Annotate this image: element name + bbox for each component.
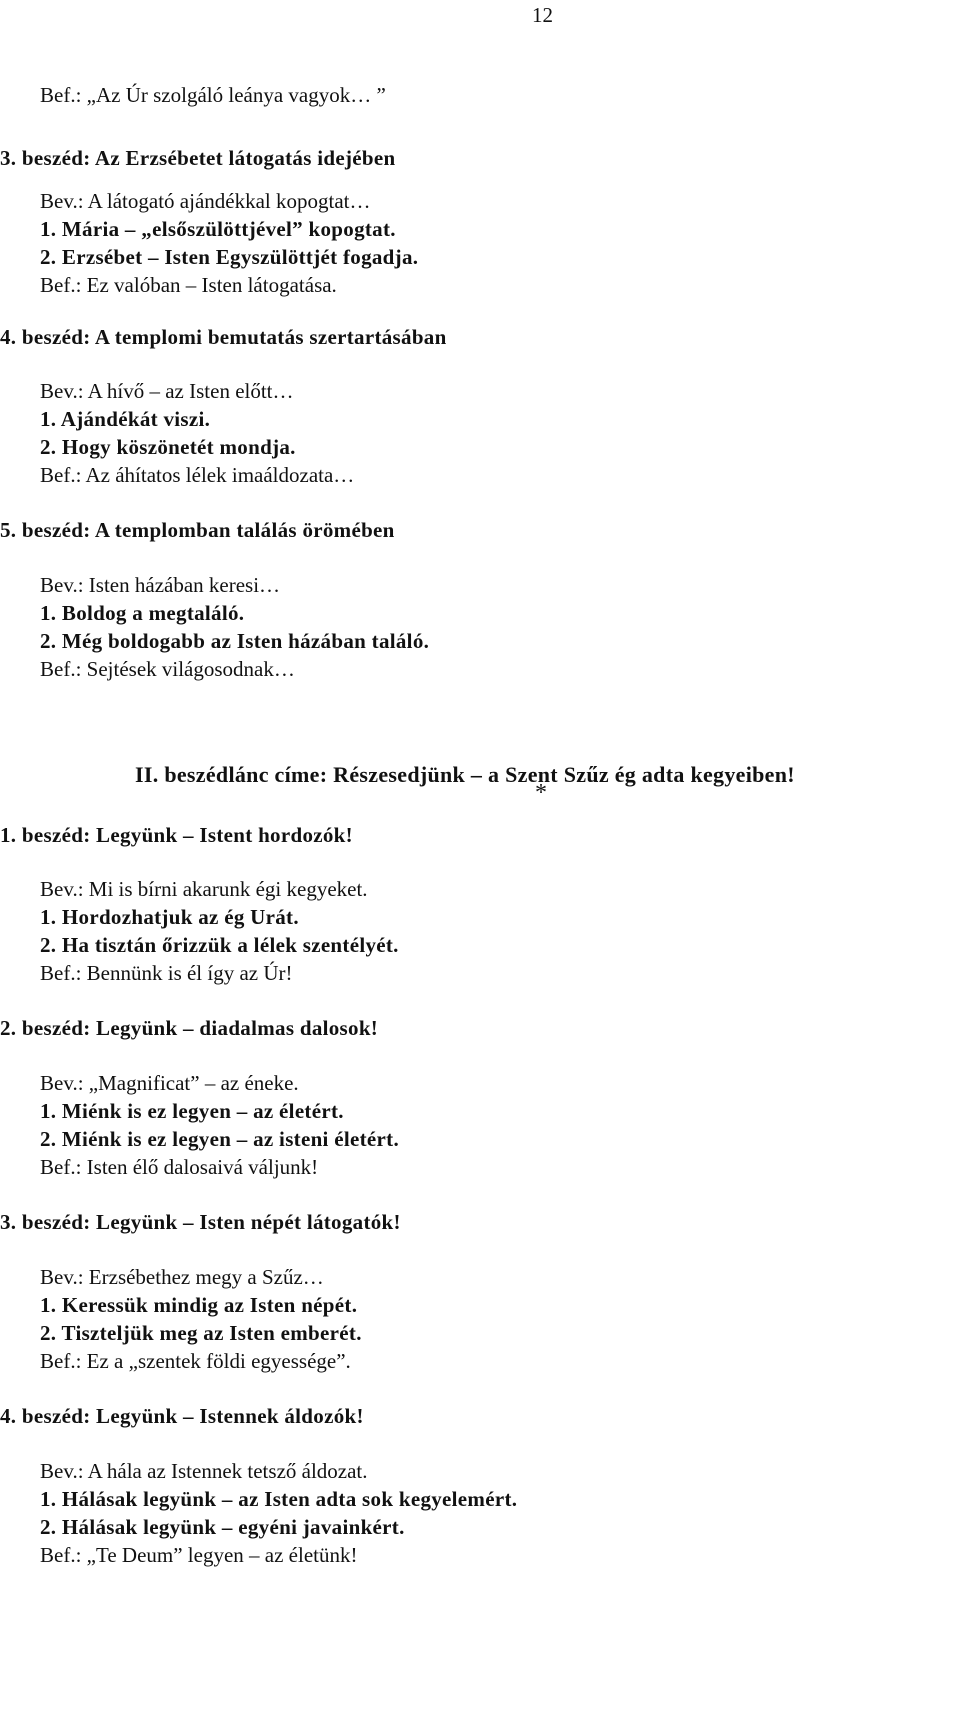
- sermon-3-title: 3. beszéd: Az Erzsébetet látogatás idejében: [0, 146, 396, 170]
- sermon-5-point-1: 1. Boldog a megtaláló.: [40, 601, 245, 625]
- chain-sermon-2-title: 2. beszéd: Legyünk – diadalmas dalosok!: [0, 1016, 379, 1040]
- sermon-3-conclusion: Bef.: Ez valóban – Isten látogatása.: [40, 273, 337, 297]
- chain-sermon-1-point-1: 1. Hordozhatjuk az ég Urát.: [40, 905, 299, 929]
- sermon-5-conclusion: Bef.: Sejtések világosodnak…: [40, 657, 295, 681]
- sermon-4-conclusion: Bef.: Az áhítatos lélek imaáldozata…: [40, 463, 355, 487]
- chain-sermon-4-point-2: 2. Hálásak legyünk – egyéni javainkért.: [40, 1515, 405, 1539]
- chain-sermon-2-point-1: 1. Miénk is ez legyen – az életért.: [40, 1099, 344, 1123]
- chain-sermon-2-point-2: 2. Miénk is ez legyen – az isteni életért.: [40, 1127, 399, 1151]
- sermon-3-intro: Bev.: A látogató ajándékkal kopogtat…: [40, 189, 371, 213]
- sermon-4-point-2: 2. Hogy köszönetét mondja.: [40, 435, 296, 459]
- chain-sermon-1-title: 1. beszéd: Legyünk – Istent hordozók!: [0, 823, 353, 847]
- page-number: 12: [532, 3, 553, 27]
- chain-sermon-3-point-2: 2. Tiszteljük meg az Isten emberét.: [40, 1321, 362, 1345]
- sermon-4-title: 4. beszéd: A templomi bemutatás szertartásában: [0, 325, 447, 349]
- chain-sermon-2-intro: Bev.: „Magnificat” – az éneke.: [40, 1071, 299, 1095]
- intro-conclusion: Bef.: „Az Úr szolgáló leánya vagyok… ”: [40, 83, 386, 107]
- sermon-3-point-2: 2. Erzsébet – Isten Egyszülöttjét fogadja.: [40, 245, 419, 269]
- sermon-5-title: 5. beszéd: A templomban találás örömében: [0, 518, 395, 542]
- chain-sermon-1-point-2: 2. Ha tisztán őrizzük a lélek szentélyét.: [40, 933, 399, 957]
- sermon-5-point-2: 2. Még boldogabb az Isten házában találó.: [40, 629, 430, 653]
- chain-sermon-2-conclusion: Bef.: Isten élő dalosaivá váljunk!: [40, 1155, 319, 1179]
- chain-sermon-3-intro: Bev.: Erzsébethez megy a Szűz…: [40, 1265, 324, 1289]
- chain-sermon-1-conclusion: Bef.: Bennünk is él így az Úr!: [40, 961, 293, 985]
- sermon-3-point-1: 1. Mária – „elsőszülöttjével” kopogtat.: [40, 217, 396, 241]
- chain-sermon-4-conclusion: Bef.: „Te Deum” legyen – az életünk!: [40, 1543, 358, 1567]
- sermon-4-intro: Bev.: A hívő – az Isten előtt…: [40, 379, 294, 403]
- chain-sermon-3-title: 3. beszéd: Legyünk – Isten népét látogatók!: [0, 1210, 401, 1234]
- sermon-chain-title: II. beszédlánc címe: Részesedjünk – a Szent Szűz ég adta kegyeiben!: [135, 762, 795, 787]
- chain-sermon-4-title: 4. beszéd: Legyünk – Istennek áldozók!: [0, 1404, 364, 1428]
- sermon-5-intro: Bev.: Isten házában keresi…: [40, 573, 281, 597]
- sermon-4-point-1: 1. Ajándékát viszi.: [40, 407, 211, 431]
- section-separator: *: [535, 780, 547, 806]
- chain-sermon-1-intro: Bev.: Mi is bírni akarunk égi kegyeket.: [40, 877, 368, 901]
- chain-sermon-3-point-1: 1. Keressük mindig az Isten népét.: [40, 1293, 358, 1317]
- chain-sermon-4-point-1: 1. Hálásak legyünk – az Isten adta sok kegyelemért.: [40, 1487, 518, 1511]
- chain-sermon-3-conclusion: Bef.: Ez a „szentek földi egyessége”.: [40, 1349, 351, 1373]
- chain-sermon-4-intro: Bev.: A hála az Istennek tetsző áldozat.: [40, 1459, 368, 1483]
